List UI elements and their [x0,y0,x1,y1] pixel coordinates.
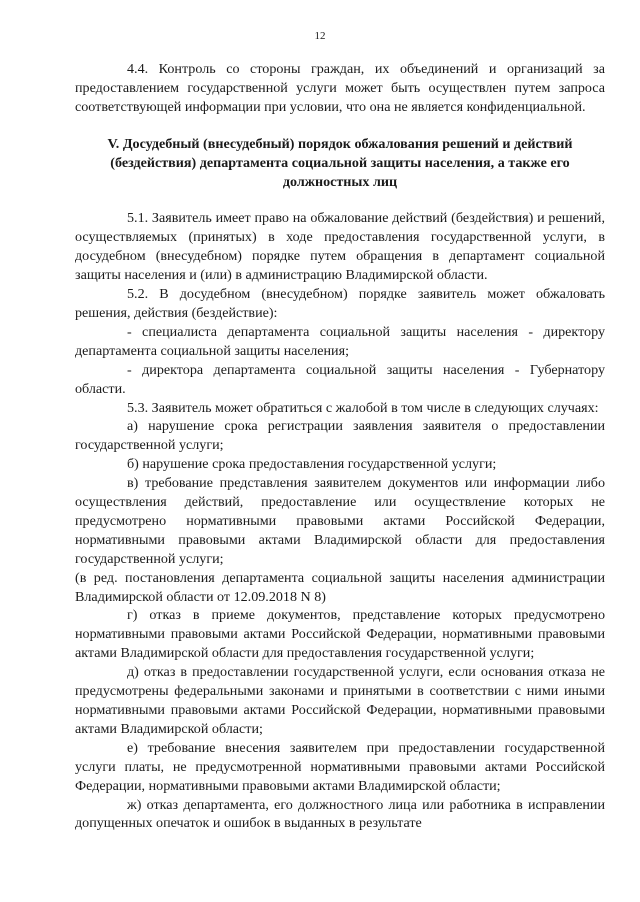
document-body [75,60,605,833]
list-item-specialist: - специалиста департамента социальной защиты населения - директору департамента социальной защиты населения; [75,323,605,359]
list-item-g: г) отказ в приеме документов, представление которых предусмотрено нормативными правовыми актами Российской Федерации, нормативными правовыми актами Владимирской области для предоставления государственной услуги; [75,607,605,662]
list-item-v: в) требование представления заявителем документов или информации либо осуществления действий, предоставление или осуществление которых не предусмотрено нормативными правовыми актами Российской Федерации, нормативными правовыми актами Владимирской области для предоставления государственной услуги; [75,475,605,567]
paragraph-5-3: 5.3. Заявитель может обратиться с жалобой в том числе в следующих случаях: [127,399,599,416]
list-item-zh: ж) отказ департамента, его должностного лица или работника в исправлении допущенных опечаток и ошибок в выданных в результате [75,796,605,832]
list-item-e: е) требование внесения заявителем при предоставлении государственной услуги платы, не предусмотренной нормативными правовыми актами Российской Федерации, нормативными правовыми актами Владимирской области; [75,739,605,794]
list-item-a: а) нарушение срока регистрации заявления заявителя о предоставлении государственной услуги; [75,418,605,454]
paragraph-4-4: 4.4. Контроль со стороны граждан, их объединений и организаций за предоставлением государственной услуги может быть осуществлен путем запроса соответствующей информации при условии, что она не является конфиденциальной. [75,61,605,115]
paragraph-5-1: 5.1. Заявитель имеет право на обжалование действий (бездействия) и решений, осуществляемых (принятых) в ходе предоставления государственной услуги, в досудебном (внесудебном) порядке путем обращения в департамент социальной защиты населения и (или) в администрацию Владимирской области. [75,210,605,284]
list-item-d: д) отказ в предоставлении государственной услуги, если основания отказа не предусмотрены федеральными законами и принятыми в соответствии с ними иными нормативными правовыми актами Российской Федерации, нормативными правовыми актами Владимирской области; [75,664,605,737]
list-item-b: б) нарушение срока предоставления государственной услуги; [127,456,497,473]
list-item-director: - директора департамента социальной защиты населения - Губернатору области. [75,361,605,397]
amendment-note: (в ред. постановления департамента социальной защиты населения администрации Владимирской области от 12.09.2018 N 8) [75,569,605,605]
page-number: 12 [314,30,326,42]
paragraph-5-2: 5.2. В досудебном (внесудебном) порядке заявитель может обжаловать решения, действия (бездействие): [75,286,605,321]
section-heading: V. Досудебный (внесудебный) порядок обжалования решений и действий (бездействия) департамента социальной защиты населения, а также его должностных лиц [107,135,573,190]
